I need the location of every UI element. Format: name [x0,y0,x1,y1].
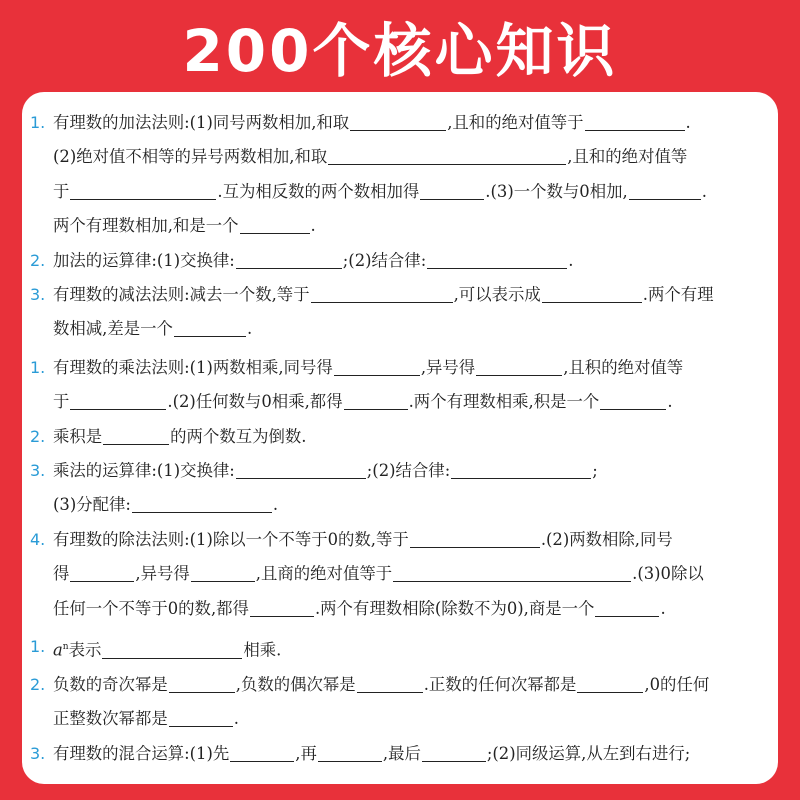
answer-blank[interactable] [102,641,242,658]
answer-blank[interactable] [103,427,169,444]
text-line: 正整数次幂都是 . [53,709,239,729]
list-item [30,630,770,668]
item-number: 4. [30,529,46,549]
answer-blank[interactable] [344,393,408,410]
answer-blank[interactable] [420,182,484,199]
text-line: 有理数的加法法则:(1)同号两数相加,和取 ,且和的绝对值等于 . [53,113,691,132]
knowledge-list [30,106,770,771]
answer-blank[interactable] [600,393,666,410]
answer-blank[interactable] [410,530,540,547]
text-line: 负数的奇次幂是 ,负数的偶次幂是 .正数的任何次幂都是 ,0的任何 [53,674,710,694]
answer-blank[interactable] [191,565,255,582]
answer-blank[interactable] [236,462,366,479]
answer-blank[interactable] [357,676,423,693]
text-line: (2)绝对值不相等的异号两数相加,和取 ,且和的绝对值等 [53,147,688,167]
power-base: a [53,640,63,660]
content-card [22,92,778,784]
answer-blank[interactable] [240,217,310,234]
answer-blank[interactable] [542,286,642,303]
answer-blank[interactable] [70,565,134,582]
answer-blank[interactable] [476,358,562,375]
answer-blank[interactable] [236,251,342,268]
answer-blank[interactable] [230,744,294,761]
list-item [30,523,770,626]
answer-blank[interactable] [70,182,216,199]
answer-blank[interactable] [350,114,446,131]
list-item [30,351,770,420]
item-number: 2. [30,674,46,694]
power-exponent: n [62,642,69,653]
answer-blank[interactable] [393,565,631,582]
item-number: 3. [30,285,46,305]
answer-blank[interactable] [328,148,566,165]
list-item [30,420,770,454]
text-line: 乘积是 的两个数互为倒数. [53,426,307,446]
item-number: 1. [30,113,46,132]
text-line: 于 .互为相反数的两个数相加得 .(3)一个数与0相加, . [53,181,707,201]
answer-blank[interactable] [629,182,701,199]
answer-blank[interactable] [577,676,643,693]
text-line: $a^n$表示 相乘. [53,640,282,660]
list-item [30,454,770,523]
text-line: 加法的运算律:(1)交换律: ;(2)结合律: . [53,250,574,270]
list-item [30,278,770,347]
answer-blank[interactable] [595,599,659,616]
item-number: 2. [30,250,46,270]
answer-blank[interactable] [451,462,591,479]
answer-blank[interactable] [311,286,453,303]
item-number: 1. [30,357,46,377]
answer-blank[interactable] [169,676,235,693]
text-line: 有理数的除法法则:(1)除以一个不等于0的数,等于 .(2)两数相除,同号 [53,529,673,549]
header-banner [0,0,800,92]
answer-blank[interactable] [70,393,166,410]
list-item [30,244,770,278]
answer-blank[interactable] [132,496,272,513]
text-line: 数相减,差是一个 . [53,319,253,339]
answer-blank[interactable] [250,599,314,616]
answer-blank[interactable] [427,251,567,268]
item-number: 2. [30,426,46,446]
answer-blank[interactable] [318,744,382,761]
text-line: (3)分配律: . [53,495,279,515]
text-line: 有理数的减法法则:减去一个数,等于 ,可以表示成 .两个有理 [53,285,714,305]
text-line: 有理数的乘法法则:(1)两数相乘,同号得 ,异号得 ,且积的绝对值等 [53,357,684,377]
item-number: 3. [30,461,46,481]
text-line: 任何一个不等于0的数,都得 .两个有理数相除(除数不为0),商是一个 . [53,598,666,618]
text-line: 得 ,异号得 ,且商的绝对值等于 .(3)0除以 [53,564,704,584]
list-item [30,737,770,771]
text-line: 于 .(2)任何数与0相乘,都得 .两个有理数相乘,积是一个 . [53,392,673,412]
text-line: 乘法的运算律:(1)交换律: ;(2)结合律: ; [53,461,598,481]
answer-blank[interactable] [422,744,486,761]
list-item [30,668,770,737]
answer-blank[interactable] [585,114,685,131]
answer-blank[interactable] [174,320,246,337]
text-line: 两个有理数相加,和是一个 . [53,216,316,236]
item-number: 3. [30,743,46,763]
item-number: 1. [30,637,46,657]
answer-blank[interactable] [334,358,420,375]
text-line: 有理数的混合运算:(1)先 ,再 ,最后 ;(2)同级运算,从左到右进行; [53,743,691,763]
banner-title: 200个核心知识 [182,17,618,85]
list-item [30,106,770,244]
answer-blank[interactable] [169,710,233,727]
